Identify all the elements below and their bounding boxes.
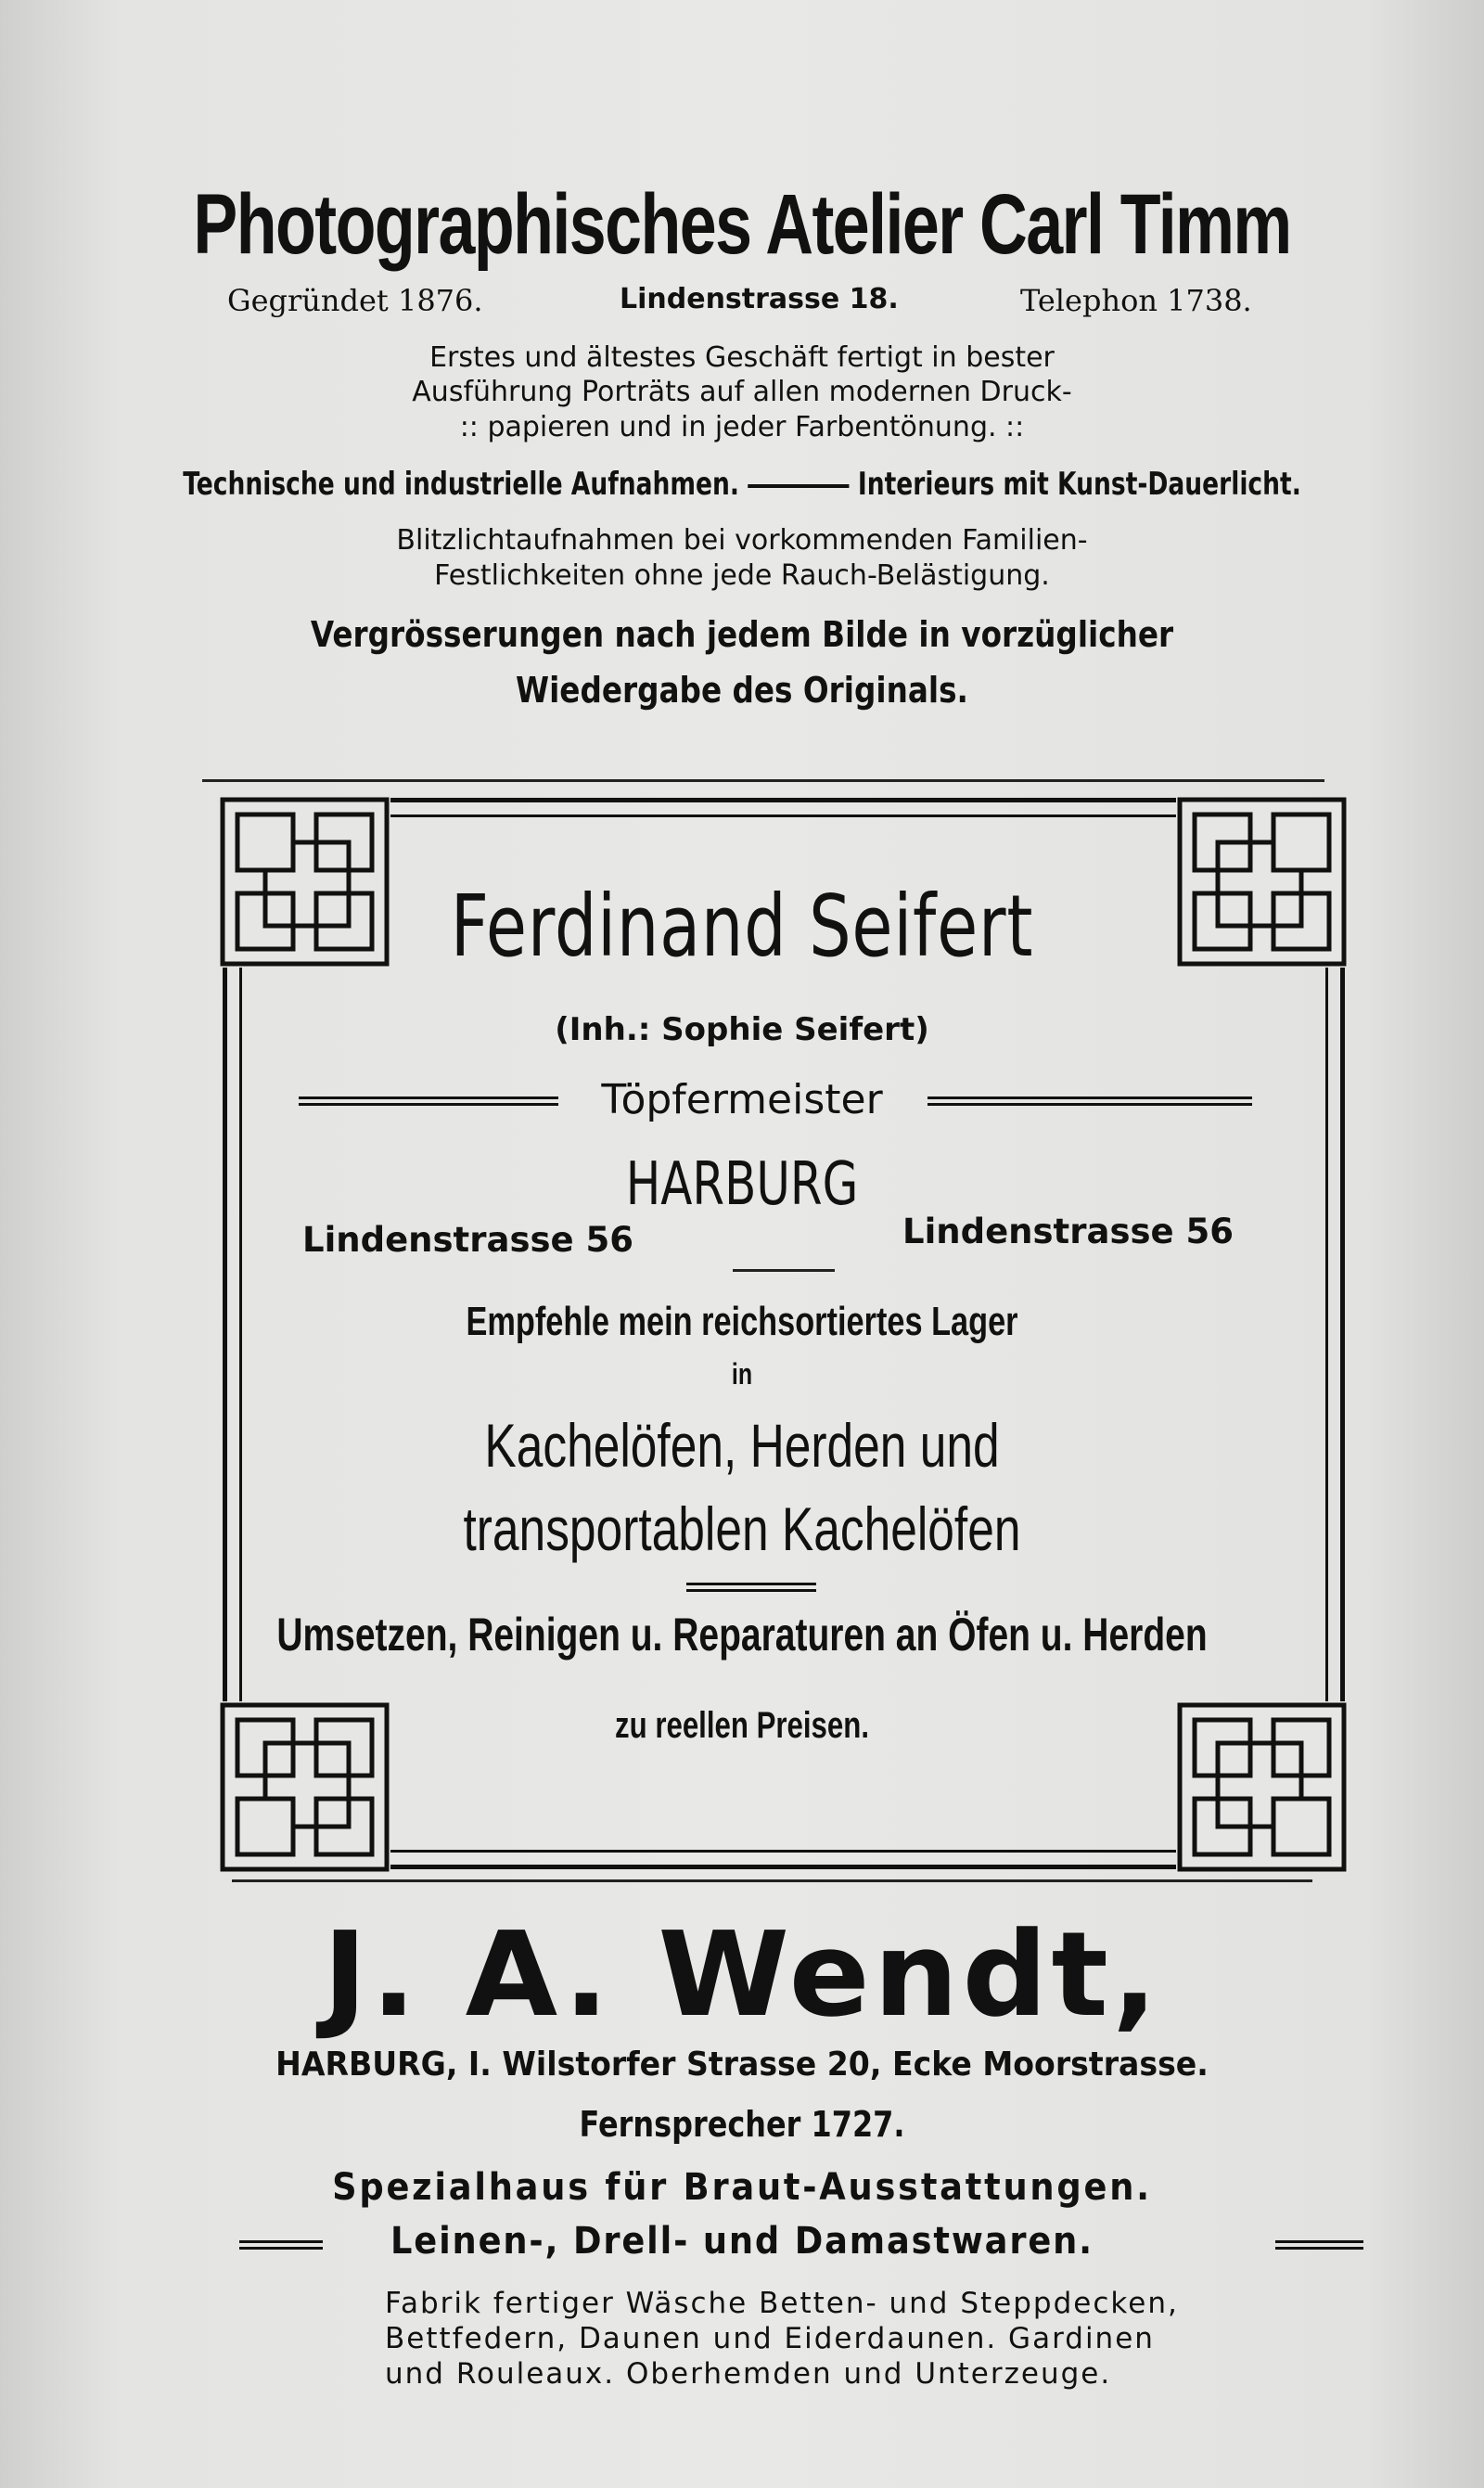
seifert-street-right: Lindenstrasse 56 [902, 1212, 1234, 1251]
seifert-prices: zu reellen Preisen. [615, 1705, 869, 1746]
seifert-in: in [731, 1357, 753, 1391]
timm-founded: Gegründet 1876. [227, 283, 483, 318]
divider-rule [202, 779, 1324, 782]
timm-enlarge-1: Vergrösserungen nach jedem Bilde in vorzüglicher [310, 614, 1174, 655]
timm-technical-line [163, 466, 1321, 503]
double-rule-right [928, 1097, 1252, 1106]
short-rule [733, 1269, 835, 1272]
seifert-street-left: Lindenstrasse 56 [302, 1220, 633, 1260]
timm-technical: Technische und industrielle Aufnahmen. [183, 466, 739, 503]
timm-title: Photographisches Atelier Carl Timm [193, 177, 1291, 272]
timm-interiors: Interieurs mit Kunst-Dauerlicht. [857, 466, 1301, 503]
timm-line-1: Erstes und ältestes Geschäft fertigt in bester [429, 341, 1055, 374]
timm-phone: Telephon 1738. [1020, 283, 1252, 318]
seifert-services: Umsetzen, Reinigen u. Reparaturen an Öfen u. Herden [276, 1609, 1208, 1661]
wendt-linen: Leinen-, Drell- und Damastwaren. [390, 2220, 1094, 2263]
timm-enlarge-2: Wiedergabe des Originals. [516, 670, 968, 711]
timm-line-2: Ausführung Porträts auf allen modernen Druck- [412, 376, 1072, 408]
wendt-phone: Fernsprecher 1727. [579, 2104, 905, 2145]
seifert-recommend: Empfehle mein reichsortiertes Lager [466, 1299, 1018, 1344]
timm-address: Lindenstrasse 18. [620, 283, 899, 315]
divider-rule [232, 1879, 1312, 1882]
wendt-name: J. A. Wendt, [323, 1906, 1161, 2043]
double-rule-right [1275, 2240, 1363, 2250]
double-rule-center [686, 1583, 816, 1592]
wendt-detail-1: Fabrik fertiger Wäsche Betten- und Steppdecken, [385, 2287, 1179, 2320]
timm-line-3: :: papieren und in jeder Farbentönung. :: [459, 411, 1025, 443]
wendt-detail-3: und Rouleaux. Oberhemden und Unterzeuge. [385, 2357, 1112, 2391]
timm-flash-2: Festlichkeiten ohne jede Rauch-Belästigung. [434, 559, 1050, 592]
seifert-owner: (Inh.: Sophie Seifert) [555, 1011, 929, 1048]
seifert-name: Ferdinand Seifert [450, 877, 1034, 976]
timm-flash-1: Blitzlichtaufnahmen bei vorkommenden Familien- [396, 524, 1088, 557]
seifert-products-2: transportablen Kachelöfen [463, 1494, 1021, 1563]
wendt-specialty: Spezialhaus für Braut-Ausstattungen. [332, 2166, 1152, 2209]
seifert-products-1: Kachelöfen, Herden und [484, 1411, 1000, 1480]
dash-separator [748, 484, 849, 488]
wendt-detail-2: Bettfedern, Daunen und Eiderdaunen. Gardinen [385, 2322, 1155, 2355]
seifert-city: HARBURG [625, 1150, 859, 1219]
seifert-trade: Töpfermeister [601, 1076, 883, 1123]
wendt-address: HARBURG, I. Wilstorfer Strasse 20, Ecke Moorstrasse. [275, 2046, 1209, 2084]
